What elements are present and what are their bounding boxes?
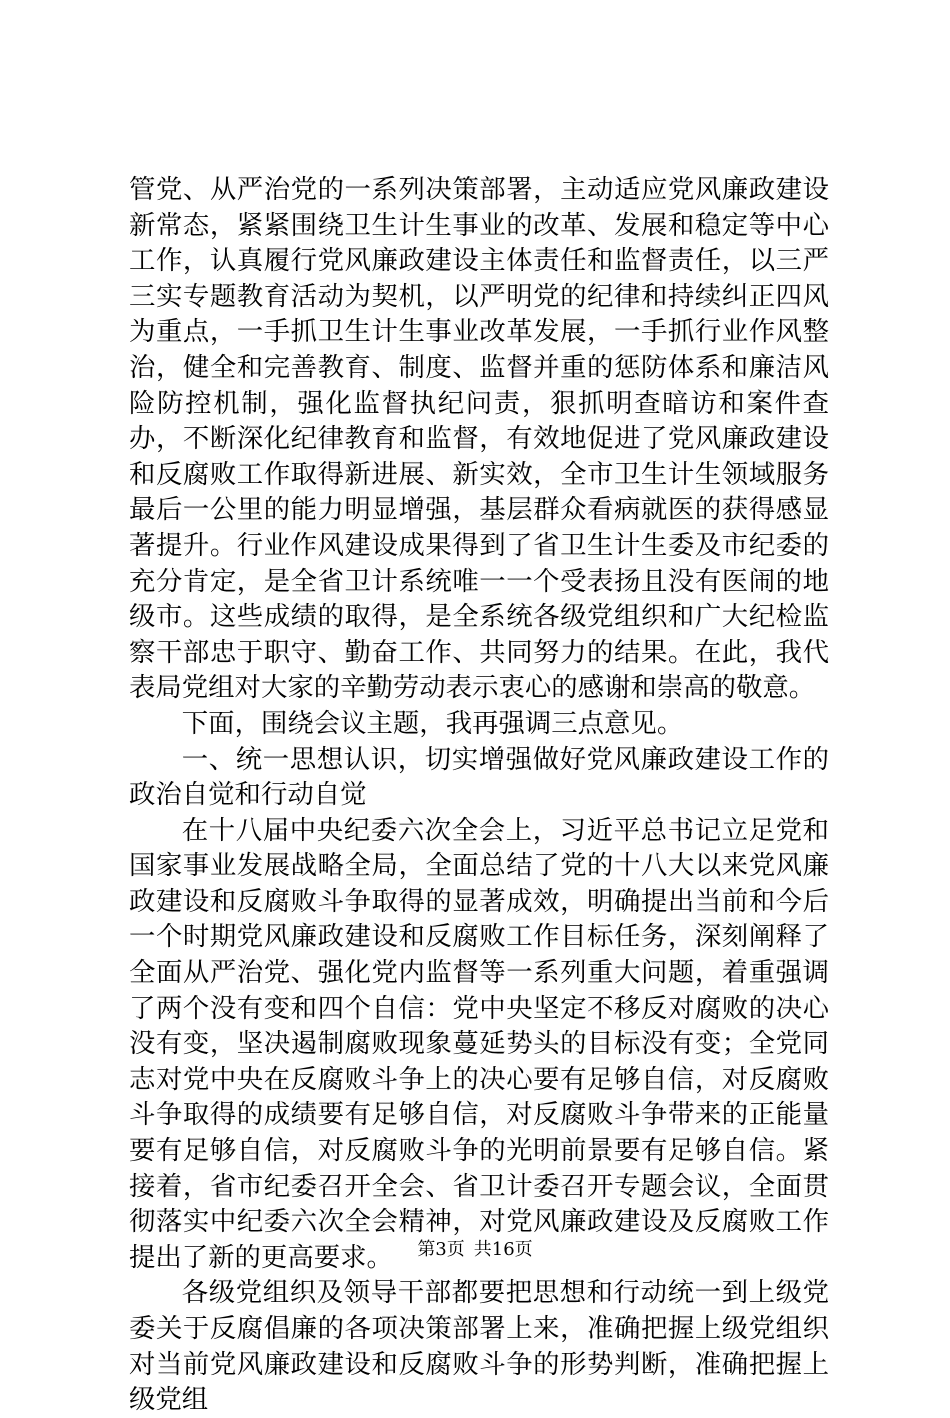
paragraph-intro: 下面，围绕会议主题，我再强调三点意见。 — [181, 707, 684, 739]
paragraph-body: 各级党组织及领导干部都要把思想和行动统一到上级党委关于反腐倡廉的各项决策部署上来，准确把握上级党组织对当前党风廉政建设和反腐败斗争的形势判断，准确把握上级党组 — [129, 1277, 829, 1416]
paragraph-body: 在十八届中央纪委六次全会上，习近平总书记立足党和国家事业发展战略全局，全面总结了党的十八大以来党风廉政建设和反腐败斗争取得的显著成效，明确提出当前和今后一个时期党风廉政建设和反腐败工作目标任务，深刻阐释了全面从严治党、强化党内监督等一系列重大问题，着重强调了两个没有变和四个自信：党中央坚定不移反对腐败的决心没有变，坚决遏制腐败现象蔓延势头的目标没有变；全党同志对党中央在反腐败斗争上的决心要有足够自信，对反腐败斗争取得的成绩要有足够自信，对反腐败斗争带来的正能量要有足够自信，对反腐败斗争的光明前景要有足够自信。紧接着，省市纪委召开全会、省卫计委召开专题会议，全面贯彻落实中纪委六次全会精神，对党风廉政建设及反腐败工作提出了新的更高要求。 — [129, 814, 829, 1273]
page-number: 第3页 — [417, 1239, 465, 1260]
section-heading-1: 一、统一思想认识，切实增强做好党风廉政建设工作的政治自觉和行动自觉 — [129, 743, 829, 811]
page-total: 共16页 — [473, 1239, 533, 1260]
page-footer — [0, 1238, 950, 1262]
paragraph-continuation: 管党、从严治党的一系列决策部署，主动适应党风廉政建设新常态，紧紧围绕卫生计生事业的改革、发展和稳定等中心工作，认真履行党风廉政建设主体责任和监督责任，以三严三实专题教育活动为契机，以严明党的纪律和持续纠正四风为重点，一手抓卫生计生事业改革发展，一手抓行业作风整治，健全和完善教育、制度、监督并重的惩防体系和廉洁风险防控机制，强化监督执纪问责，狠抓明查暗访和案件查办，不断深化纪律教育和监督，有效地促进了党风廉政建设和反腐败工作取得新进展、新实效，全市卫生计生领域服务最后一公里的能力明显增强，基层群众看病就医的获得感显著提升。行业作风建设成果得到了省卫生计生委及市纪委的充分肯定，是全省卫计系统唯一一个受表扬且没有医闹的地级市。这些成绩的取得，是全系统各级党组织和广大纪检监察干部忠于职守、勤奋工作、共同努力的结果。在此，我代表局党组对大家的辛勤劳动表示衷心的感谢和崇高的敬意。 — [129, 174, 829, 704]
document-body — [129, 172, 829, 1418]
